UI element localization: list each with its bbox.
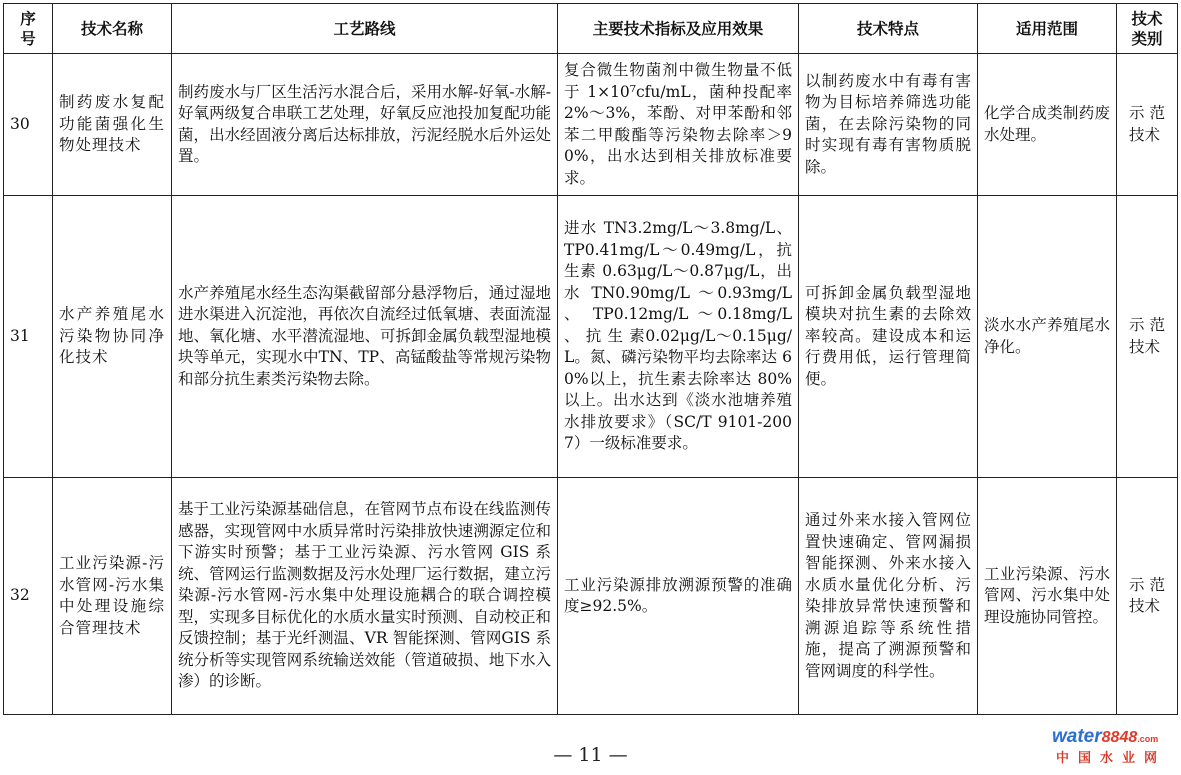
category: 示范技术 bbox=[1117, 478, 1178, 715]
table-header-row bbox=[4, 4, 1178, 54]
header-process: 工艺路线 bbox=[172, 4, 558, 54]
technology-table bbox=[3, 3, 1178, 715]
header-seq: 序号 bbox=[4, 4, 53, 54]
header-indicators: 主要技术指标及应用效果 bbox=[558, 4, 799, 54]
category: 示范技术 bbox=[1117, 54, 1178, 196]
indicators: 进水 TN3.2mg/L～3.8mg/L、TP0.41mg/L～0.49mg/L，抗生素 0.63μg/L～0.87μg/L，出 水 TN0.90mg/L ～0.93mg/L 、 TP0.12mg/L ～0.18mg/L 、 抗 生 素0.02μg/L～0.15μg/L。氮、磷污染物平均去除率达 60%以上，抗生素去除率达 80%以上。出水达到《淡水池塘养殖水排放要求》（SC/T 9101-2007）一级标准要求。 bbox=[558, 196, 799, 478]
header-category: 技术类别 bbox=[1117, 4, 1178, 54]
logo-chinese-name: 中国水业网 bbox=[1056, 750, 1167, 765]
page-number: — 11 — bbox=[553, 744, 628, 766]
process-route: 基于工业污染源基础信息，在管网节点布设在线监测传感器，实现管网中水质异常时污染排放快速溯源定位和下游实时预警；基于工业污染源、污水管网 GIS 系统、管网运行监测数据及污水处理厂运行数据，建立污染源-污水管网-污水集中处理设施耦合的联合调控模型，实现多目标优化的水质水量实时预测、自动校正和反馈控制；基于光纤测温、VR 智能探测、管网GIS 系统分析等实现管网系统输送效能（管道破损、地下水入渗）的诊断。 bbox=[172, 478, 558, 715]
process-route: 水产养殖尾水经生态沟渠截留部分悬浮物后，通过湿地进水渠进入沉淀池，再依次自流经过低氧塘、表面流湿地、氧化塘、水平潜流湿地、可拆卸金属负载型湿地模块等单元，实现水中TN、TP、高锰酸盐等常规污染物和部分抗生素类污染物去除。 bbox=[172, 196, 558, 478]
watermark-logo bbox=[1052, 727, 1176, 767]
tech-name: 水产养殖尾水污染物协同净化技术 bbox=[53, 196, 172, 478]
tech-name: 工业污染源-污水管网-污水集中处理设施综合管理技术 bbox=[53, 478, 172, 715]
features: 通过外来水接入管网位置快速确定、管网漏损智能探测、外来水接入水质水量优化分析、污染排放异常快速预警和溯源追踪等系统性措施，提高了溯源预警和管网调度的科学性。 bbox=[799, 478, 978, 715]
indicators: 工业污染源排放溯源预警的准确度≥92.5%。 bbox=[558, 478, 799, 715]
table-row bbox=[4, 54, 1178, 196]
header-features: 技术特点 bbox=[799, 4, 978, 54]
scope: 化学合成类制药废水处理。 bbox=[978, 54, 1117, 196]
features: 可拆卸金属负载型湿地模块对抗生素的去除效率较高。建设成本和运行费用低，运行管理简便。 bbox=[799, 196, 978, 478]
header-scope: 适用范围 bbox=[978, 4, 1117, 54]
indicators: 复合微生物菌剂中微生物量不低于 1×10⁷cfu/mL，菌种投配率 2%～3%，苯酚、对甲苯酚和邻苯二甲酸酯等污染物去除率＞90%，出水达到相关排放标准要求。 bbox=[558, 54, 799, 196]
table-row bbox=[4, 196, 1178, 478]
scope: 淡水水产养殖尾水净化。 bbox=[978, 196, 1117, 478]
category: 示范技术 bbox=[1117, 196, 1178, 478]
row-number: 31 bbox=[4, 196, 53, 478]
logo-brand: water8848.com bbox=[1052, 726, 1159, 747]
tech-name: 制药废水复配功能菌强化生物处理技术 bbox=[53, 54, 172, 196]
features: 以制药废水中有毒有害物为目标培养筛选功能菌，在去除污染物的同时实现有毒有害物质脱除。 bbox=[799, 54, 978, 196]
scope: 工业污染源、污水管网、污水集中处理设施协同管控。 bbox=[978, 478, 1117, 715]
row-number: 30 bbox=[4, 54, 53, 196]
row-number: 32 bbox=[4, 478, 53, 715]
table-row bbox=[4, 478, 1178, 715]
header-name: 技术名称 bbox=[53, 4, 172, 54]
process-route: 制药废水与厂区生活污水混合后，采用水解-好氧-水解-好氧两级复合串联工艺处理，好氧反应池投加复配功能菌，出水经固液分离后达标排放，污泥经脱水后外运处置。 bbox=[172, 54, 558, 196]
